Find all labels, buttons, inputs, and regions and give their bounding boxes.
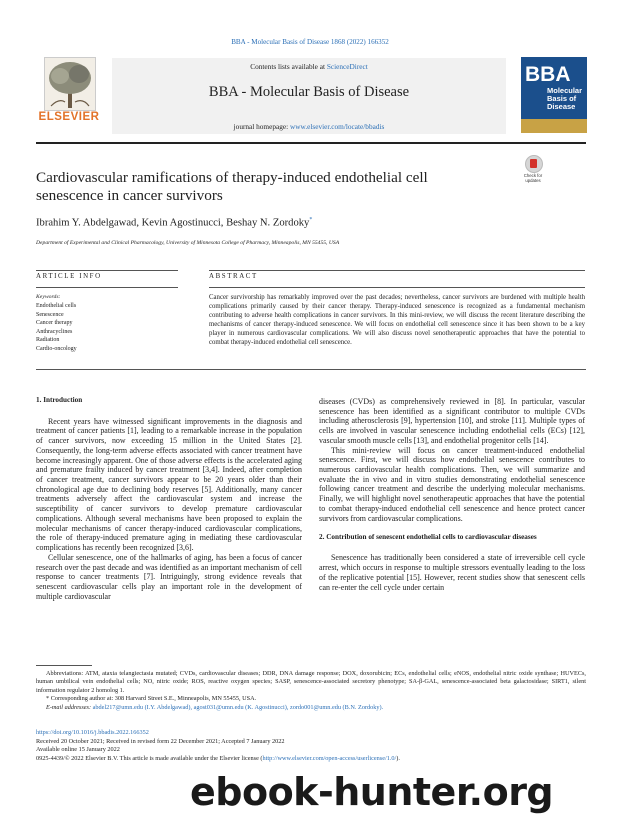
keyword-item: Endothelial cells xyxy=(36,303,77,309)
available-online: Available online 15 January 2022 xyxy=(36,746,120,753)
keyword-item: Senescence xyxy=(36,311,64,318)
homepage-prefix: journal homepage: xyxy=(233,122,290,131)
abbreviations-footnote: Abbreviations: ATM, ataxia telangiectasia mutated; CVDs, cardiovascular diseases; DDR, DNA damage response; DOX, doxorubicin; ECs, endothelial cells; eNOS, endothelial nitric oxide synthase; HUVECs, human umbilical vein endothelial cells; NO, nitric oxide; ROS, reactive oxygen species; SASP, senescence-associated secretory phenotype; SA-β-GAL, senescence-associated beta galactosidase; SIRT1, silent information regulator 2 homolog 1. xyxy=(36,670,586,694)
abstract-rule xyxy=(209,287,585,288)
homepage-line xyxy=(112,122,506,131)
section-1-heading: 1. Introduction xyxy=(36,396,83,404)
journal-header xyxy=(112,58,506,134)
crossmark-label: Check for updates xyxy=(523,173,543,183)
sciencedirect-link[interactable]: ScienceDirect xyxy=(326,62,368,71)
section-2-heading: 2. Contribution of senescent endothelial cells to cardiovascular diseases xyxy=(319,533,537,542)
footnotes xyxy=(36,670,586,712)
header-rule xyxy=(36,142,586,144)
article-info-rule xyxy=(36,287,178,288)
abstract-heading: ABSTRACT xyxy=(209,273,258,280)
license-link[interactable]: http://www.elsevier.com/open-access/userlicense/1.0/ xyxy=(262,754,397,762)
received-dates: Received 20 October 2021; Received in revised form 22 December 2021; Accepted 7 January 2022 xyxy=(36,737,285,745)
body-right-column xyxy=(319,397,585,592)
doi-link[interactable]: https://doi.org/10.1016/j.bbadis.2022.166352 xyxy=(36,729,149,736)
cover-title: BBA xyxy=(525,63,571,86)
elsevier-logo xyxy=(36,57,102,133)
article-title: Cardiovascular ramifications of therapy-induced endothelial cell senescence in cancer survivors xyxy=(36,169,428,204)
abstract-text: Cancer survivorship has remarkably improved over the past decades; nevertheless, cancer survivors are burdened with multiple health complications primarily caused by their cancer therapy. Therapy-induced senescence is recognized as a fundamental mechanism contributing to adverse health complications in cancer survivors. In this mini-review, we will discuss the recent literature describing the mechanisms of cancer therapy-induced senescence. We will focus on endothelial cell senescence since it has been shown to be a key player in numerous cardiovascular complications. We will also discuss novel senotherapeutic approaches that have the potential to combat therapy-induced endothelial cell senescence. xyxy=(209,294,585,346)
keyword-item: Cardio-oncology xyxy=(36,345,77,352)
footnote-rule xyxy=(36,665,92,666)
license-suffix: ). xyxy=(396,754,400,762)
cover-band xyxy=(521,119,587,133)
cover-subtitle: Molecular Basis of Disease xyxy=(547,86,583,111)
keyword-item: Anthracyclines xyxy=(36,328,73,335)
corresponding-author-mark[interactable]: * xyxy=(309,217,313,223)
abstract-rule-top xyxy=(209,270,585,271)
contents-line xyxy=(112,62,506,71)
keyword-item: Cancer therapy xyxy=(36,320,73,327)
publication-info xyxy=(36,729,596,763)
section-2-paragraph-1: Senescence has traditionally been considered a state of irreversible cell cycle arrest, which occurs in response to multiple stressors eventually leading to the loss of the replicative potential [15]. However, recent studies show that senescent cells can re-enter the cell cycle under certain xyxy=(319,553,585,592)
crossmark-bookmark-icon xyxy=(530,159,537,168)
email-label: E-mail addresses: xyxy=(46,703,92,711)
article-info-heading: ARTICLE INFO xyxy=(36,273,102,280)
corresponding-author-footnote: * Corresponding author at: 308 Harvard Street S.E., Minneapolis, MN 55455, USA. xyxy=(46,695,257,703)
contents-prefix: Contents lists available at xyxy=(250,62,327,71)
journal-name: BBA - Molecular Basis of Disease xyxy=(208,84,410,100)
affiliation: Department of Experimental and Clinical Pharmacology, University of Minnesota College of Pharmacy, Minneapolis, MN 55455, USA xyxy=(36,240,340,246)
elsevier-wordmark: ELSEVIER xyxy=(38,111,100,123)
journal-cover xyxy=(521,57,587,133)
article-info-rule-top xyxy=(36,270,178,271)
intro-paragraph-3: diseases (CVDs) as comprehensively reviewed in [8]. In particular, vascular senescence has been identified as a significant contributor to multiple CVDs including atherosclerosis [9], hypertension [10], and stroke [11]. Multiple types of cells are involved in vascular senescence including endothelial cells (ECs) [12], vascular smooth muscle cells [13], and endothelial progenitor cells [14]. xyxy=(319,397,585,445)
keywords-label: Keywords: xyxy=(36,294,61,300)
elsevier-tree-icon xyxy=(44,57,96,111)
abstract-rule-bottom xyxy=(36,369,586,370)
email-addresses[interactable]: abdel217@umn.edu (I.Y. Abdelgawad), agost031@umn.edu (K. Agostinucci), zordo001@umn.edu (B.N. Zordoky). xyxy=(92,703,384,711)
journal-citation[interactable]: BBA - Molecular Basis of Disease 1868 (2022) 166352 xyxy=(231,38,389,46)
author-list xyxy=(36,217,312,229)
keyword-item: Radiation xyxy=(36,337,60,344)
intro-paragraph-2: Cellular senescence, one of the hallmarks of aging, has been a focus of cancer research over the past decade and was identified as an important mechanism of cell response to cancer treatments [7]. Intriguingly, strong evidence reveals that senescent cardiovascular cells play an important role in the development of multiple cardiovascular xyxy=(36,552,302,601)
homepage-link[interactable]: www.elsevier.com/locate/bbadis xyxy=(289,122,385,131)
body-left-column xyxy=(36,396,302,601)
license-line xyxy=(36,755,596,764)
check-for-updates-badge[interactable] xyxy=(520,155,546,185)
watermark: ebook-hunter.org xyxy=(190,770,554,814)
keywords-list xyxy=(36,302,77,354)
intro-paragraph-1: Recent years have witnessed significant improvements in the diagnosis and treatment of cancer patients [1], leading to a remarkable increase in the population of cancer survivors, now exceeding 15 million in the United States [2]. Consequently, the long-term adverse effects associated with cancer treatment have become increasingly apparent. One of those adverse effects is the accelerated aging and premature frailty induced by cancer treatment [3,4]. Indeed, after completion of cancer treatment, cancer survivors appear to be 20 years older than their chronological age due to declining body reserves [5]. Additionally, many cancer treatments adversely affect the cardiovascular system and increase the susceptibility of cancer survivors to develop premature cardiovascular complications. Although several mechanisms have been proposed to explain the molecular mechanisms of cancer therapy-induced cardiovascular complications, the role of therapy-induced premature aging in mediating these cardiovascular complications has recently been recognized [3,6]. xyxy=(36,416,302,553)
authors-text: Ibrahim Y. Abdelgawad, Kevin Agostinucci, Beshay N. Zordoky xyxy=(36,217,310,229)
license-prefix: 0925-4439/© 2022 Elsevier B.V. This article is made available under the Elsevier license ( xyxy=(36,754,263,762)
intro-paragraph-4: This mini-review will focus on cancer treatment-induced endothelial senescence. First, we will discuss how endothelial senescence contributes to numerous cardiovascular health complications. Then, we will summarize and evaluate the in vivo and in vitro studies demonstrating endothelial senescence following cancer treatment and describe the underlying molecular mechanisms. Finally, we will highlight novel senotherapeutic approaches that have the potential to combat therapy-induced endothelial cell senescence and hence protect cancer survivors from cardiovascular complications. xyxy=(319,445,585,523)
